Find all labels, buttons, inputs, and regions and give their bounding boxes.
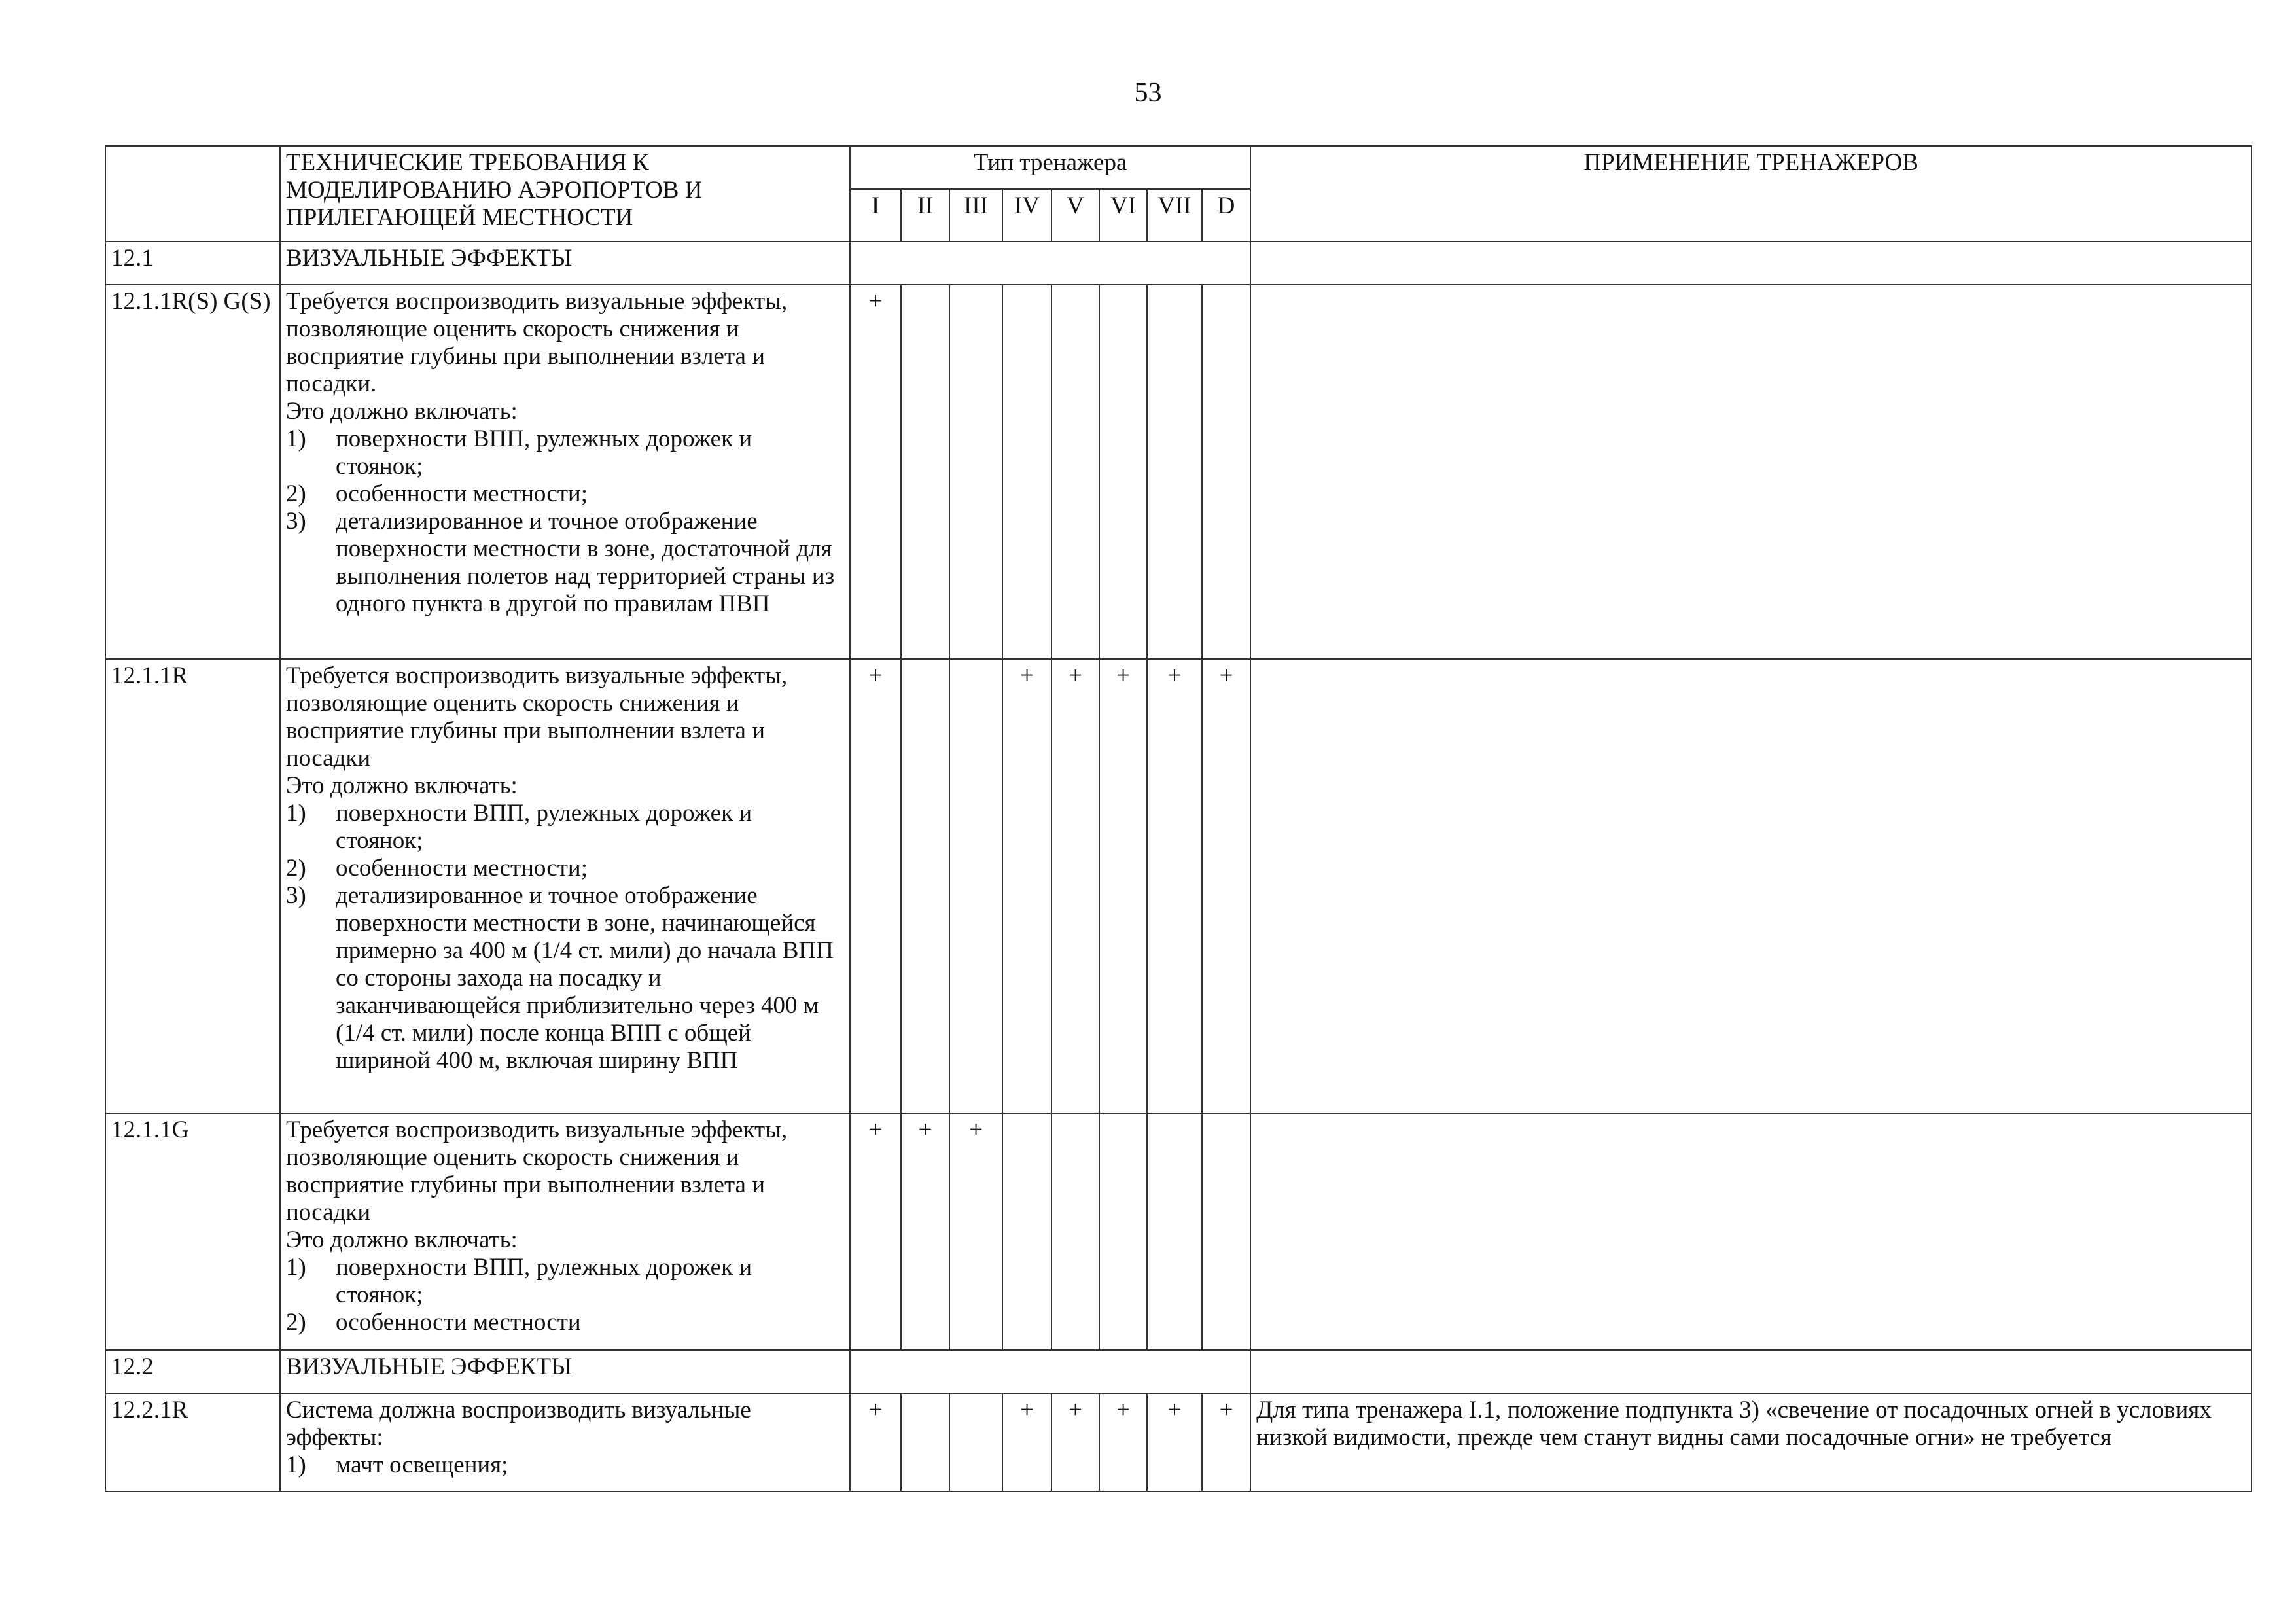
simulator-type-col: I [850,189,901,241]
list-item [286,800,844,855]
requirement-includes: Это должно включать: [286,772,518,799]
section-row [105,1350,2252,1393]
simulator-type-col: VII [1147,189,1202,241]
type-mark [1051,1113,1099,1350]
section-title: ВИЗУАЛЬНЫЕ ЭФФЕКТЫ [280,1350,850,1393]
list-item-number: 2) [286,855,306,882]
section-row [105,241,2252,285]
requirement-text [280,285,850,659]
list-item [286,1309,844,1336]
list-item-text: детализированное и точное отображение поверхности местности в зоне, достаточной для выполнения полетов над территорией страны из одного пункта в другой по правилам ПВП [336,508,835,617]
list-item [286,855,844,882]
type-mark: + [1202,659,1250,1113]
list-item-text: поверхности ВПП, рулежных дорожек и стоянок; [336,425,752,480]
type-mark: + [1099,1393,1147,1491]
list-item-number: 1) [286,425,306,452]
type-mark [901,659,949,1113]
type-mark [1202,1113,1250,1350]
type-mark: + [1051,1393,1099,1491]
section-application-empty [1250,241,2252,285]
section-title: ВИЗУАЛЬНЫЕ ЭФФЕКТЫ [280,241,850,285]
type-mark: + [1147,659,1202,1113]
list-item-number: 2) [286,1309,306,1336]
list-item-text: поверхности ВПП, рулежных дорожек и стоянок; [336,1254,752,1308]
section-code: 12.1 [105,241,280,285]
type-mark: + [1202,1393,1250,1491]
header-requirements-title: ТЕХНИЧЕСКИЕ ТРЕБОВАНИЯ К МОДЕЛИРОВАНИЮ АЭРОПОРТОВ И ПРИЛЕГАЮЩЕЙ МЕСТНОСТИ [280,146,850,241]
type-mark [1099,1113,1147,1350]
header-simulator-type: Тип тренажера [850,146,1250,189]
requirement-intro: Система должна воспроизводить визуальные эффекты: [286,1397,751,1451]
list-item-number: 1) [286,1452,306,1478]
list-item [286,425,844,480]
header-application: ПРИМЕНЕНИЕ ТРЕНАЖЕРОВ [1250,146,2252,241]
requirement-intro: Требуется воспроизводить визуальные эффекты, позволяющие оценить скорость снижения и восприятие глубины при выполнении взлета и посадки [286,662,788,772]
requirement-text [280,1113,850,1350]
type-mark: + [1099,659,1147,1113]
requirement-text [280,659,850,1113]
type-mark: + [1002,659,1051,1113]
list-item-text: мачт освещения; [336,1452,508,1478]
list-item-number: 3) [286,508,306,535]
list-item-number: 2) [286,480,306,507]
simulator-type-col: IV [1002,189,1051,241]
type-mark [1202,285,1250,659]
list-item-text: поверхности ВПП, рулежных дорожек и стоянок; [336,800,752,854]
application-text [1250,285,2252,659]
section-marks-empty [850,241,1250,285]
item-code: 12.2.1R [105,1393,280,1491]
requirement-includes: Это должно включать: [286,1226,518,1253]
list-item [286,508,844,618]
type-mark [949,659,1002,1113]
table-row [105,659,2252,1113]
list-item-number: 3) [286,882,306,909]
section-application-empty [1250,1350,2252,1393]
simulator-type-col: V [1051,189,1099,241]
requirement-text [280,1393,850,1491]
type-mark: + [850,1393,901,1491]
requirement-list [286,425,844,618]
list-item-text: особенности местности [336,1309,581,1336]
requirement-list [286,800,844,1075]
type-mark: + [1147,1393,1202,1491]
type-mark [1002,1113,1051,1350]
item-code: 12.1.1R [105,659,280,1113]
type-mark [1147,1113,1202,1350]
simulator-type-col: D [1202,189,1250,241]
list-item [286,1452,844,1479]
application-text [1250,1113,2252,1350]
application-text: Для типа тренажера I.1, положение подпункта 3) «свечение от посадочных огней в условиях низкой видимости, прежде чем станут видны сами посадочные огни» не требуется [1250,1393,2252,1491]
type-mark: + [901,1113,949,1350]
type-mark [1051,285,1099,659]
type-mark [1002,285,1051,659]
requirement-list [286,1254,844,1336]
requirement-intro: Требуется воспроизводить визуальные эффекты, позволяющие оценить скорость снижения и восприятие глубины при выполнении взлета и посадки [286,1116,788,1226]
item-code: 12.1.1G [105,1113,280,1350]
list-item-text: особенности местности; [336,855,588,882]
list-item-number: 1) [286,1254,306,1281]
type-mark: + [949,1113,1002,1350]
type-mark [901,1393,949,1491]
requirement-list [286,1452,844,1479]
item-code: 12.1.1R(S) G(S) [105,285,280,659]
list-item-text: детализированное и точное отображение поверхности местности в зоне, начинающейся примерно за 400 м (1/4 ст. мили) до начала ВПП со стороны захода на посадку и заканчивающейся приблизительно через 400 м (1/4 ст. мили) после конца ВПП с общей шириной 400 м, включая ширину ВПП [336,882,834,1074]
type-mark: + [850,659,901,1113]
simulator-type-col: VI [1099,189,1147,241]
table-row [105,1393,2252,1491]
requirement-includes: Это должно включать: [286,398,518,425]
page-number: 53 [1134,78,1162,108]
type-mark: + [850,1113,901,1350]
type-mark [949,1393,1002,1491]
simulator-type-col: II [901,189,949,241]
section-marks-empty [850,1350,1250,1393]
list-item-text: особенности местности; [336,480,588,507]
list-item-number: 1) [286,800,306,827]
type-mark: + [850,285,901,659]
table-header [105,146,2252,241]
type-mark: + [1051,659,1099,1113]
type-mark [1099,285,1147,659]
list-item [286,480,844,508]
application-text [1250,659,2252,1113]
type-mark: + [1002,1393,1051,1491]
table-row [105,285,2252,659]
requirement-intro: Требуется воспроизводить визуальные эффекты, позволяющие оценить скорость снижения и восприятие глубины при выполнении взлета и посадки. [286,288,788,397]
section-code: 12.2 [105,1350,280,1393]
type-mark [901,285,949,659]
simulator-type-col: III [949,189,1002,241]
requirements-table [105,145,2252,1492]
list-item [286,882,844,1075]
table-row [105,1113,2252,1350]
type-mark [1147,285,1202,659]
type-mark [949,285,1002,659]
header-code-cell [105,146,280,241]
list-item [286,1254,844,1309]
